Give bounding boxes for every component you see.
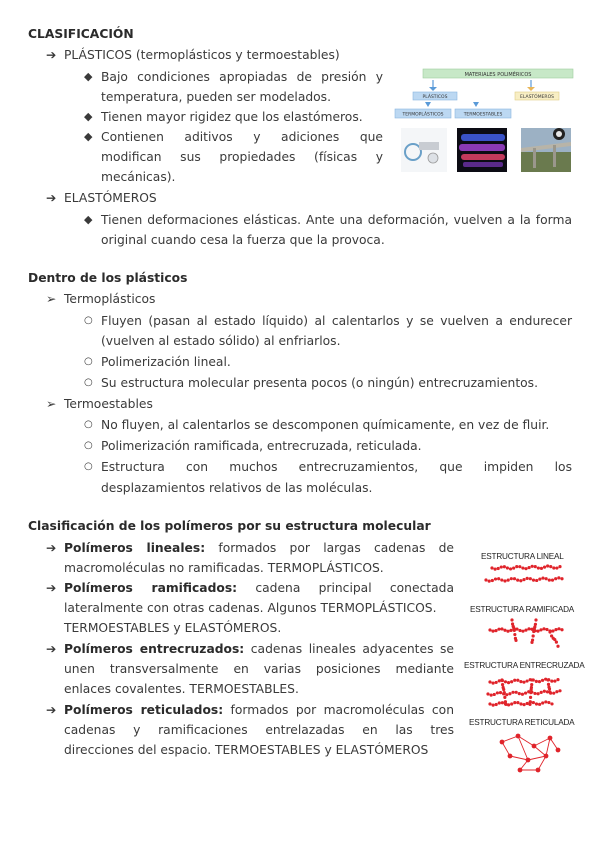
monomer-bead (494, 629, 497, 632)
monomer-bead (518, 565, 521, 568)
monomer-bead (512, 566, 515, 569)
network-link (502, 742, 510, 756)
network-node (518, 768, 523, 773)
section-heading-estructura: Clasificación de los polímeros por su estructura molecular (28, 519, 431, 533)
reticulados-line-1: Polímeros reticulados: formados por macromoléculas con (64, 703, 454, 717)
monomer-bead (506, 566, 509, 569)
monomer-bead (488, 628, 491, 631)
monomer-bead (552, 566, 555, 569)
monomer-bead (515, 565, 518, 568)
lineales-term: Polímeros lineales: (64, 541, 206, 555)
monomer-bead (488, 580, 491, 583)
elastomeros-label: ELASTÓMEROS (64, 191, 157, 205)
monomer-bead (513, 629, 516, 632)
monomer-bead (500, 578, 503, 581)
network-node (500, 740, 505, 745)
monomer-bead (513, 577, 516, 580)
monomer-bead (541, 576, 544, 579)
diamond-icon: ◆ (84, 110, 93, 123)
monomer-bead (504, 703, 507, 706)
monomer-bead (542, 627, 545, 630)
monomer-bead (532, 579, 535, 582)
monomer-bead (491, 630, 494, 633)
plasticos-point-1-line-1: Bajo condiciones apropiadas de presión y (101, 70, 383, 84)
monomer-bead (524, 691, 527, 694)
monomer-bead (550, 679, 553, 682)
monomer-bead (550, 702, 553, 705)
monomer-bead (497, 567, 500, 570)
bridge-photo (521, 128, 571, 172)
monomer-bead (531, 565, 534, 568)
monomer-bead (513, 701, 516, 704)
termoestables-label: Termoestables (64, 397, 153, 411)
monomer-bead (503, 691, 506, 694)
monomer-bead (515, 691, 518, 694)
monomer-bead (522, 578, 525, 581)
monomer-bead (556, 678, 559, 681)
lineales-line-1: Polímeros lineales: formados por largas cadenas de (64, 541, 455, 555)
monomer-bead (557, 576, 560, 579)
monomer-bead (545, 577, 548, 580)
termoplasticos-point-1-line-1: Fluyen (pasan al estado líquido) al calentarlos y se vuelven a endurecer (101, 314, 572, 328)
monomer-bead (495, 703, 498, 706)
entrecruzados-line-3: enlaces covalentes. TERMOESTABLES. (64, 682, 299, 696)
monomer-bead (504, 680, 507, 683)
monomer-bead (518, 692, 521, 695)
monomer-bead (508, 692, 511, 695)
monomer-bead (547, 701, 550, 704)
diagram-termoestables-label: TERMOESTABLES (463, 112, 503, 118)
monomer-bead (507, 681, 510, 684)
monomer-bead (554, 628, 557, 631)
monomer-bead (529, 577, 532, 580)
monomer-bead (552, 692, 555, 695)
monomer-bead (519, 680, 522, 683)
network-node (548, 736, 553, 741)
termoplasticos-point-2: Polimerización lineal. (101, 355, 231, 369)
monomer-bead (500, 565, 503, 568)
monomer-bead (535, 680, 538, 683)
monomer-bead (488, 702, 491, 705)
monomer-bead (505, 693, 508, 696)
monomer-bead (533, 627, 536, 630)
network-node (516, 734, 521, 739)
network-link (502, 736, 518, 742)
monomer-bead (555, 641, 558, 644)
monomer-bead (547, 683, 550, 686)
termoplasticos-point-3: Su estructura molecular presenta pocos (o ningún) entrecruzamientos. (101, 376, 538, 390)
monomer-bead (523, 703, 526, 706)
monomer-bead (554, 577, 557, 580)
estructura-ramificada-label: ESTRUCTURA RAMIFICADA (470, 605, 575, 614)
monomer-bead (548, 578, 551, 581)
arrow-icon: ➔ (46, 642, 57, 656)
monomer-bead (492, 704, 495, 707)
monomer-bead (509, 629, 512, 632)
diamond-icon: ◆ (84, 70, 93, 83)
estructura-reticulada-label: ESTRUCTURA RETICULADA (469, 718, 575, 727)
monomer-bead (484, 578, 487, 581)
network-link (528, 756, 546, 760)
monomer-bead (516, 679, 519, 682)
monomer-bead (491, 579, 494, 582)
monomer-bead (534, 618, 537, 621)
monomer-bead (548, 687, 551, 690)
monomer-bead (498, 701, 501, 704)
monomer-bead (553, 679, 556, 682)
network-link (546, 738, 550, 756)
reticulados-line-2: cadenas y ramificaciones entrelazadas en las tres (64, 723, 454, 737)
monomer-bead (537, 566, 540, 569)
diagram-elastomeros-label: ELASTÓMEROS (520, 95, 554, 100)
monomer-bead (527, 566, 530, 569)
monomer-bead (521, 693, 524, 696)
monomer-bead (510, 618, 513, 621)
monomer-bead (526, 702, 529, 705)
entrecruzados-line-2: unen transversalmente en varias posiciones mediante (64, 662, 454, 676)
arrow-icon: ➔ (46, 48, 57, 62)
monomer-bead (546, 564, 549, 567)
monomer-bead (555, 690, 558, 693)
circle-icon: ○ (84, 377, 93, 388)
network-node (544, 754, 549, 759)
monomer-bead (538, 680, 541, 683)
monomer-bead (532, 701, 535, 704)
colored-tubes-photo (457, 128, 507, 172)
termoplasticos-label: Termoplásticos (64, 292, 156, 306)
monomer-bead (541, 701, 544, 704)
monomer-bead (501, 701, 504, 704)
polymer-structures-illustration (462, 542, 588, 774)
monomer-bead (524, 567, 527, 570)
monomer-bead (528, 703, 531, 706)
monomer-bead (507, 578, 510, 581)
diagram-termoplasticos-label: TERMOPLÁSTICOS (402, 112, 444, 118)
monomer-bead (522, 681, 525, 684)
ramificados-term: Polímeros ramificados: (64, 581, 238, 595)
monomer-bead (530, 678, 533, 681)
diagram-root-label: MATERIALES POLIMÉRICOS (464, 72, 532, 78)
monomer-bead (486, 692, 489, 695)
monomer-bead (493, 693, 496, 696)
monomer-bead (503, 629, 506, 632)
monomer-bead (530, 688, 533, 691)
monomer-bead (524, 629, 527, 632)
circle-icon: ○ (84, 440, 93, 451)
monomer-bead (539, 628, 542, 631)
circle-icon: ○ (84, 419, 93, 430)
monomer-bead (510, 680, 513, 683)
circle-icon: ○ (84, 315, 93, 326)
termoestables-point-1: No fluyen, al calentarlos se descomponen químicamente, en vez de fluir. (101, 418, 550, 432)
monomer-bead (493, 568, 496, 571)
monomer-bead (534, 565, 537, 568)
reticulados-line-3: direcciones del espacio. TERMOESTABLES y ELASTÓMEROS (64, 743, 429, 757)
arrow-icon: ➔ (46, 541, 57, 555)
lineales-line-2: macromoléculas no ramificadas. TERMOPLÁSTICOS. (64, 561, 384, 575)
ramificados-line-2: lateralmente con otras cadenas. Algunos TERMOPLÁSTICOS. (64, 601, 437, 615)
monomer-bead (540, 567, 543, 570)
monomer-bead (503, 696, 506, 699)
monomer-bead (538, 703, 541, 706)
entrecruzados-term: Polímeros entrecruzados: (64, 642, 245, 656)
monomer-bead (518, 629, 521, 632)
ramificados-line-1: Polímeros ramificados: cadena principal conectada (64, 581, 454, 595)
monomer-bead (488, 680, 491, 683)
network-node (556, 748, 561, 753)
monomer-bead (549, 565, 552, 568)
monomer-bead (500, 678, 503, 681)
plasticos-label: PLÁSTICOS (termoplásticos y termoestables) (64, 48, 340, 62)
monomer-bead (530, 641, 533, 644)
monomer-bead (521, 630, 524, 633)
monomer-bead (556, 645, 559, 648)
diagram-plasticos-label: PLÁSTICOS (422, 95, 448, 100)
monomer-bead (499, 691, 502, 694)
monomer-bead (536, 692, 539, 695)
monomer-bead (513, 633, 516, 636)
monomer-bead (551, 629, 554, 632)
monomer-bead (560, 628, 563, 631)
monomer-bead (519, 579, 522, 582)
polymer-materials-diagram (393, 68, 575, 174)
monomer-bead (516, 701, 519, 704)
monomer-bead (544, 700, 547, 703)
elastomeros-point-line-1: Tienen deformaciones elásticas. Ante una deformación, vuelven a la forma (101, 213, 572, 227)
termoestables-point-2: Polimerización ramificada, entrecruzada, reticulada. (101, 439, 422, 453)
monomer-bead (538, 578, 541, 581)
monomer-bead (511, 691, 514, 694)
monomer-bead (535, 702, 538, 705)
entrecruzados-line-1: Polímeros entrecruzados: cadenas lineales adyacentes se (64, 642, 454, 656)
termoestables-point-3-line-2: desplazamientos relativos de las moléculas. (101, 481, 373, 495)
network-node (536, 768, 541, 773)
plasticos-point-3-line-1: Contienen aditivos y adiciones que (101, 130, 383, 144)
monomer-bead (560, 577, 563, 580)
arrow-icon: ➔ (46, 191, 57, 205)
network-link (510, 756, 528, 760)
monomer-bead (530, 683, 533, 686)
monomer-bead (494, 577, 497, 580)
monomer-bead (555, 566, 558, 569)
monomer-bead (509, 567, 512, 570)
monomer-bead (557, 627, 560, 630)
ramificados-line-3: TERMOESTABLES y ELASTÓMEROS. (64, 621, 282, 635)
monomer-bead (527, 627, 530, 630)
monomer-bead (500, 627, 503, 630)
monomer-bead (535, 579, 538, 582)
monomer-bead (490, 566, 493, 569)
plasticos-point-3-line-2: modifican sus propiedades (físicas y (101, 150, 383, 164)
circle-icon: ○ (84, 356, 93, 367)
triangle-arrow-icon: ➢ (46, 292, 57, 306)
termoestables-point-3-line-1: Estructura con muchos entrecruzamientos, que impiden los (101, 460, 572, 474)
plasticos-point-3-line-3: mecánicas). (101, 170, 176, 184)
monomer-bead (498, 679, 501, 682)
circle-icon: ○ (84, 461, 93, 472)
monomer-bead (558, 689, 561, 692)
termoplasticos-point-1-line-2: (vuelven al estado sólido) al enfriarlos. (101, 334, 341, 348)
monomer-bead (558, 565, 561, 568)
estructura-lineal-label: ESTRUCTURA LINEAL (481, 552, 564, 561)
monomer-bead (532, 630, 535, 633)
monomer-bead (515, 627, 518, 630)
monomer-bead (548, 690, 551, 693)
monomer-bead (496, 691, 499, 694)
monomer-bead (501, 683, 504, 686)
network-node (532, 744, 537, 749)
arrow-icon: ➔ (46, 703, 57, 717)
monomer-bead (541, 679, 544, 682)
network-node (526, 758, 531, 763)
monomer-bead (533, 692, 536, 695)
monomer-bead (506, 630, 509, 633)
monomer-bead (510, 577, 513, 580)
network-link (534, 738, 550, 746)
estructura-entrecruzada-label: ESTRUCTURA ENTRECRUZADA (464, 661, 585, 670)
monomer-bead (519, 702, 522, 705)
elastomeros-point-line-2: original cuando cesa la fuerza que la provoca. (101, 233, 385, 247)
monomer-bead (502, 688, 505, 691)
monomer-bead (491, 681, 494, 684)
monomer-bead (525, 679, 528, 682)
monomer-bead (516, 578, 519, 581)
monomer-bead (514, 639, 517, 642)
triangle-arrow-icon: ➢ (46, 397, 57, 411)
monomer-bead (503, 565, 506, 568)
section-heading-plasticos: Dentro de los plásticos (28, 271, 188, 285)
plastic-connector-photo (401, 128, 447, 172)
monomer-bead (521, 566, 524, 569)
monomer-bead (495, 681, 498, 684)
monomer-bead (536, 630, 539, 633)
monomer-bead (510, 702, 513, 705)
monomer-bead (548, 630, 551, 633)
diamond-icon: ◆ (84, 130, 93, 143)
monomer-bead (513, 679, 516, 682)
monomer-bead (529, 696, 532, 699)
monomer-bead (532, 634, 535, 637)
monomer-bead (546, 678, 549, 681)
monomer-bead (551, 579, 554, 582)
reticulados-term: Polímeros reticulados: (64, 703, 224, 717)
arrow-icon: ➔ (46, 581, 57, 595)
network-link (538, 756, 546, 770)
monomer-bead (503, 579, 506, 582)
section-heading-clasificacion: CLASIFICACIÓN (28, 27, 134, 41)
monomer-bead (545, 628, 548, 631)
monomer-bead (529, 691, 532, 694)
monomer-bead (490, 693, 493, 696)
monomer-bead (543, 565, 546, 568)
monomer-bead (540, 691, 543, 694)
network-node (508, 754, 513, 759)
plasticos-point-2: Tienen mayor rigidez que los elastómeros. (101, 110, 363, 124)
monomer-bead (543, 690, 546, 693)
monomer-bead (497, 628, 500, 631)
plasticos-point-1-line-2: temperatura, pueden ser modelados. (101, 90, 331, 104)
monomer-bead (497, 577, 500, 580)
monomer-bead (526, 577, 529, 580)
diamond-icon: ◆ (84, 213, 93, 226)
